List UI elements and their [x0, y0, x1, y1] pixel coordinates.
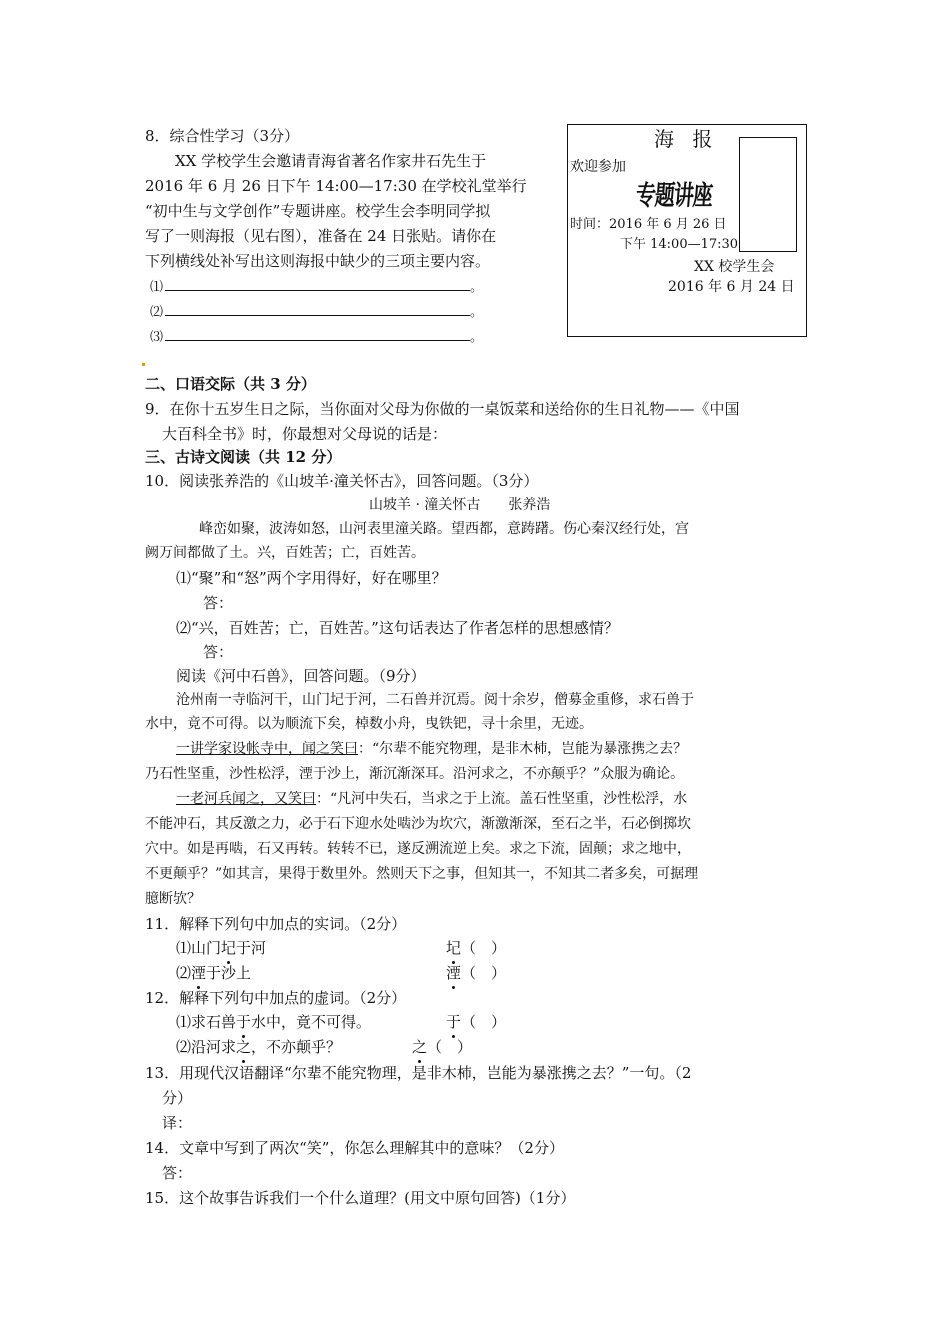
passage-line: 不能冲石，其反激之力，必于石下迎水处啮沙为坎穴，渐激渐深，至石之半，石必倒掷坎	[145, 816, 691, 832]
dotted-char: 圮	[221, 939, 237, 957]
dotted-char: 之	[236, 1038, 252, 1056]
dotted-char: 湮	[446, 964, 462, 982]
item-text: ⑵	[176, 964, 192, 982]
q8-blank-2	[150, 301, 483, 324]
passage-text: ：“凡河中失石，当求之于上流。盖石性坚重，沙性松浮，水	[316, 791, 688, 807]
period: 。	[470, 330, 484, 345]
q12-title: 12．解释下列句中加点的虚词。（2分）	[145, 989, 407, 1007]
q15-text-line: 15．这个故事告诉我们一个什么道理？(用文中原句回答)（1分）	[145, 1189, 576, 1207]
poster-time: 时间：2016 年 6 月 26 日	[570, 217, 727, 232]
q11-title: 11．解释下列句中加点的实词。（2分）	[145, 915, 407, 933]
item-text: 水中，竟不可得。	[251, 1013, 372, 1031]
q12-answer-1	[446, 1011, 506, 1033]
passage-line	[176, 788, 687, 810]
blank-number: ⑵	[150, 305, 164, 320]
dotted-char: 圮	[446, 939, 462, 957]
passage-line: 臆断欤？	[145, 891, 201, 907]
q8-text-line: 下列横线处补写出这则海报中缺少的三项主要内容。	[145, 252, 491, 270]
underlined-phrase: 一讲学家设帐寺中，闻之笑曰	[176, 741, 358, 757]
q11-answer-2	[446, 962, 506, 984]
passage-line	[176, 738, 687, 760]
answer-paren[interactable]: （ ）	[461, 1013, 507, 1031]
passage-line: 水中，竟不可得。以为顺流下矣，棹数小舟，曳铁钯，寻十余里，无迹。	[145, 716, 593, 732]
underlined-phrase: 一老河兵闻之，又笑曰	[176, 791, 316, 807]
section-3-heading: 三、古诗文阅读（共 12 分）	[145, 448, 342, 466]
poster-organizer: XX 校学生会	[694, 259, 775, 275]
blank-number: ⑶	[150, 330, 164, 345]
item-text: ⑴求石兽	[176, 1013, 237, 1031]
answer-label: 译：	[162, 1114, 193, 1132]
item-text: ⑵沿河求	[176, 1038, 237, 1056]
q13-text-line: 13．用现代汉语翻译“尔辈不能究物理，是非木杮，岂能为暴涨携之去？”一句。（2	[145, 1064, 692, 1082]
dotted-char: 湮	[191, 964, 207, 982]
answer-paren[interactable]: （ ）	[461, 939, 507, 957]
poster-title: 海 报	[654, 127, 719, 151]
answer-label: 答：	[203, 594, 234, 612]
poster-art-title: 专题讲座	[634, 178, 714, 212]
poem-line: 峰峦如聚，波涛如怒，山河表里潼关路。望西都，意踌躇。伤心秦汉经行处，宫	[199, 521, 689, 537]
passage-text: ：“尔辈不能究物理，是非木杮，岂能为暴涨携之去？	[358, 741, 688, 757]
dotted-char: 之	[412, 1038, 428, 1056]
reading-title: 阅读《河中石兽》，回答问题。（9分）	[176, 667, 426, 685]
q8-text-line: 2016 年 6 月 26 日下午 14:00—17:30 在学校礼堂举行	[145, 177, 527, 195]
poster-welcome: 欢迎参加	[570, 159, 626, 175]
poster-date: 2016 年 6 月 24 日	[668, 279, 795, 295]
blank-number: ⑴	[150, 280, 164, 295]
poster-time-range: 下午 14:00—17:30	[620, 237, 739, 252]
poem-line: 阙万间都做了土。兴，百姓苦；亡，百姓苦。	[145, 545, 425, 561]
answer-label: 答：	[162, 1164, 193, 1182]
answer-line[interactable]	[165, 301, 470, 316]
section-2-heading: 二、口语交际（共 3 分）	[145, 375, 316, 393]
q9-text-line: 9．在你十五岁生日之际，当你面对父母为你做的一桌饭菜和送给你的生日礼物——《中国	[145, 400, 740, 418]
dotted-char: 于	[236, 1013, 252, 1031]
q8-text-line: XX 学校学生会邀请青海省著名作家井石先生于	[175, 152, 487, 170]
q10-title: 10．阅读张养浩的《山坡羊·潼关怀古》，回答问题。（3分）	[145, 472, 539, 490]
q12-answer-2	[412, 1036, 472, 1058]
q8-blank-1	[150, 276, 483, 299]
passage-line: 不更颠乎？”如其言，果得于数里外。然则天下之事，但知其一，不知其二者多矣，可据理	[145, 866, 699, 882]
q13-text-line: 分）	[162, 1089, 193, 1107]
q8-text-line: 写了一则海报（见右图），准备在 24 日张贴。请你在	[145, 227, 497, 245]
q8-text-line: “初中生与文学创作”专题讲座。校学生会李明同学拟	[145, 202, 491, 220]
photo-placeholder	[739, 137, 797, 252]
period: 。	[470, 280, 484, 295]
q14-text-line: 14．文章中写到了两次“笑”，你怎么理解其中的意味？（2分）	[145, 1139, 564, 1157]
q9-text-line: 大百科全书》时，你最想对父母说的话是：	[162, 425, 448, 443]
q10-subquestion-1: ⑴“聚”和“怒”两个字用得好，好在哪里？	[176, 569, 447, 587]
answer-line[interactable]	[165, 276, 470, 291]
q12-item-1	[176, 1011, 371, 1033]
q12-item-2	[176, 1036, 341, 1058]
answer-line[interactable]	[165, 326, 470, 341]
q11-item-2	[176, 962, 251, 984]
answer-paren[interactable]: （ ）	[461, 964, 507, 982]
passage-line: 乃石性坚重，沙性松浮，湮于沙上，渐沉渐深耳。沿河求之，不亦颠乎？”众服为确论。	[145, 766, 685, 782]
q11-item-1	[176, 937, 266, 959]
item-text: 于河	[236, 939, 267, 957]
item-text: 于沙上	[206, 964, 252, 982]
passage-line: 穴中。如是再啮，石又再转。转转不已，遂反溯流逆上矣。求之下流，固颠；求之地中，	[145, 841, 691, 857]
poem-title: 山坡羊 · 潼关怀古 张养浩	[369, 497, 551, 513]
passage-line: 沧州南一寺临河干，山门圮于河，二石兽并沉焉。阅十余岁，僧募金重修，求石兽于	[176, 692, 694, 708]
q11-answer-1	[446, 937, 506, 959]
poster-box	[567, 124, 807, 337]
answer-paren[interactable]: （ ）	[427, 1038, 473, 1056]
dotted-char: 于	[446, 1013, 462, 1031]
small-mark	[142, 363, 145, 366]
period: 。	[470, 305, 484, 320]
item-text: ，不亦颠乎？	[251, 1038, 342, 1056]
answer-label: 答：	[203, 643, 234, 661]
q10-subquestion-2: ⑵“兴，百姓苦；亡，百姓苦。”这句话表达了作者怎样的思想感情？	[176, 619, 619, 637]
q8-title: 8．综合性学习（3分）	[145, 127, 300, 145]
q8-blank-3	[150, 326, 483, 349]
item-text: ⑴山门	[176, 939, 222, 957]
